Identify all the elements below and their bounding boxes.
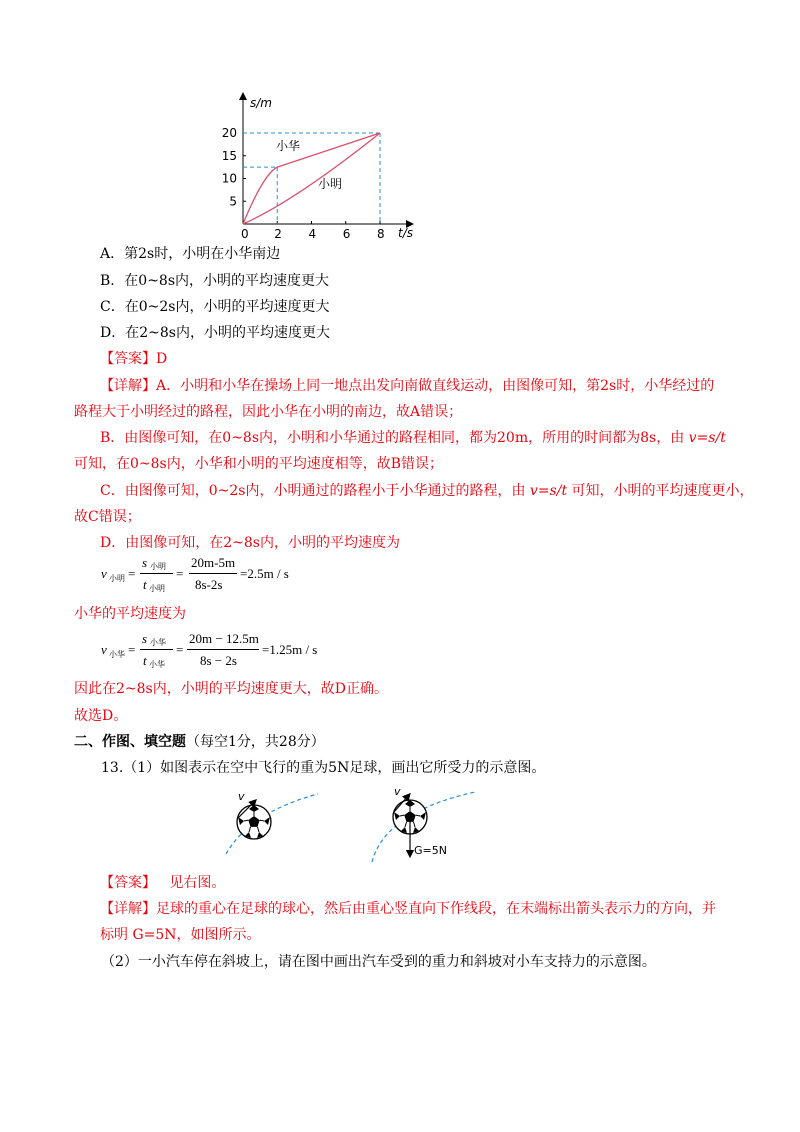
q13-detail-line1: 【详解】足球的重心在足球的球心，然后由重心竖直向下作线段，在末端标出箭头表示力的方向，并 bbox=[100, 901, 716, 917]
detail-d-line1: D．由图像可知，在2~8s内，小明的平均速度为 bbox=[100, 535, 400, 551]
q13-answer: 【答案】 见右图。 bbox=[100, 875, 226, 891]
series-line-xiaohua bbox=[243, 133, 380, 224]
series-label-xiaoming: 小明 bbox=[318, 177, 343, 191]
y-tick-label: 10 bbox=[221, 171, 237, 186]
option-d: D．在2~8s内，小明的平均速度更大 bbox=[100, 325, 330, 341]
gravity-label: G=5N bbox=[414, 844, 447, 857]
q13-detail-line2: 标明 G=5N，如图所示。 bbox=[100, 927, 261, 943]
x-axis-label: t/s bbox=[398, 226, 413, 240]
x-tick-label: 2 bbox=[274, 227, 282, 241]
section-heading: 二、作图、填空题（每空1分，共28分） bbox=[74, 734, 325, 750]
detail-c-line2: 故C错误； bbox=[74, 509, 141, 525]
x-tick-label: 4 bbox=[308, 227, 317, 241]
detail-b-line2: 可知，在0~8s内，小华和小明的平均速度相等，故B错误； bbox=[74, 456, 444, 472]
detail-a-line2: 路程大于小明经过的路程，因此小华在小明的南边，故A错误； bbox=[74, 404, 463, 420]
answer-line: 【答案】D bbox=[100, 351, 168, 367]
y-axis-label: s/m bbox=[250, 96, 272, 110]
detail-d-line3: 因此在2~8s内，小明的平均速度更大，故D正确。 bbox=[74, 681, 388, 697]
velocity-label-left: v bbox=[238, 790, 245, 803]
y-tick-label: 20 bbox=[221, 126, 237, 140]
soccer-figures bbox=[0, 782, 800, 872]
detail-d-line4: 故选D。 bbox=[74, 708, 128, 724]
x-tick-label: 0 bbox=[241, 227, 249, 241]
series-line-xiaoming bbox=[243, 133, 380, 224]
x-tick-label: 6 bbox=[342, 227, 351, 241]
option-a: A．第2s时，小明在小华南边 bbox=[100, 246, 281, 262]
y-tick-label: 5 bbox=[229, 194, 237, 209]
detail-b-line1: B．由图像可知，在0~8s内，小明和小华通过的路程相同，都为20m，所用的时间都为8s，由 v=s/t bbox=[100, 430, 726, 446]
option-c: C．在0~2s内，小明的平均速度更大 bbox=[100, 299, 330, 315]
x-tick-label: 8 bbox=[377, 227, 385, 241]
velocity-label-right: v bbox=[394, 785, 401, 798]
y-tick-label: 15 bbox=[221, 148, 237, 163]
detail-d-line2: 小华的平均速度为 bbox=[74, 606, 186, 622]
option-b: B．在0~8s内，小明的平均速度更大 bbox=[100, 273, 330, 289]
soccer-ball-left bbox=[237, 805, 271, 839]
detail-c-line1: C．由图像可知，0~2s内，小明通过的路程小于小华通过的路程，由 v=s/t 可知，小明的平均速度更小， bbox=[100, 483, 754, 499]
q13-line: 13.（1）如图表示在空中飞行的重为5N足球，画出它所受力的示意图。 bbox=[101, 760, 546, 776]
series-label-xiaohua: 小华 bbox=[276, 139, 301, 153]
detail-a-line1: 【详解】A．小明和小华在操场上同一地点出发向南做直线运动，由图像可知，第2s时，小华经过的 bbox=[100, 378, 715, 394]
q13-part2: （2）一小汽车停在斜坡上，请在图中画出汽车受到的重力和斜坡对小车支持力的示意图。 bbox=[101, 954, 656, 970]
